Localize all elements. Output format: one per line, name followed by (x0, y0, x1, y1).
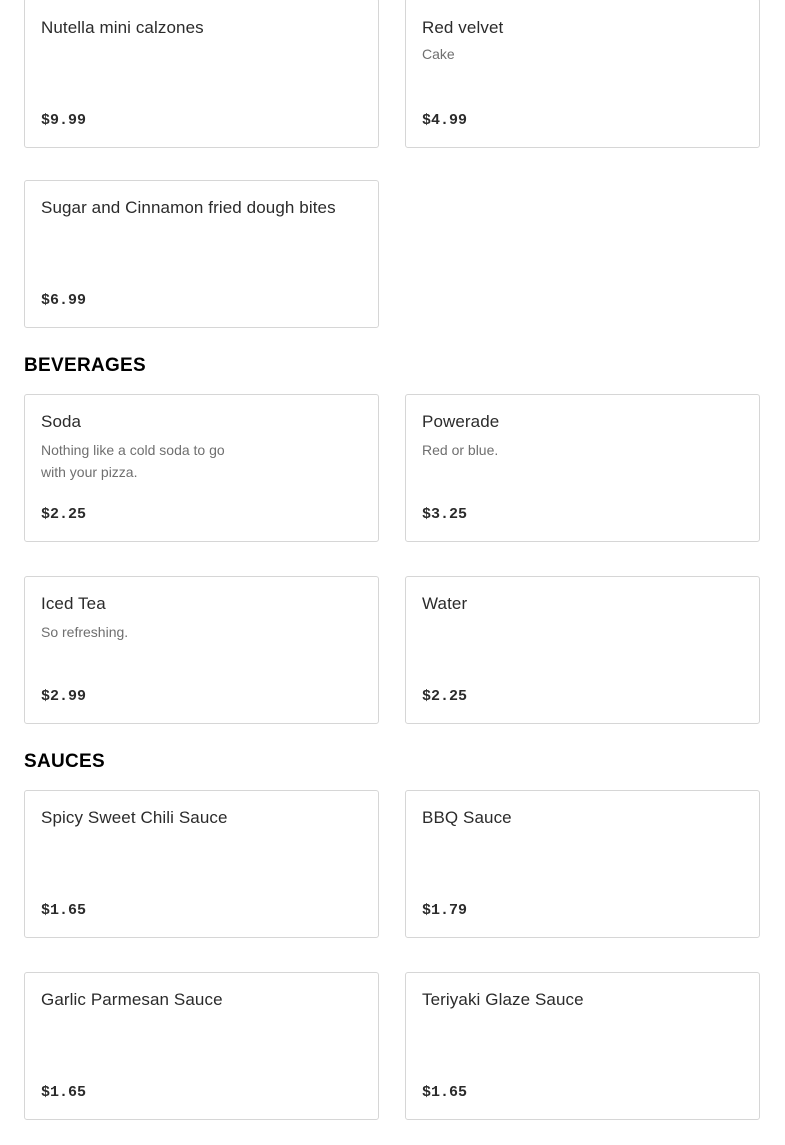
menu-item-name: Nutella mini calzones (41, 18, 204, 37)
menu-item-card[interactable] (24, 790, 379, 938)
menu-item-card[interactable] (405, 576, 760, 724)
menu-item-price: $2.25 (41, 506, 87, 523)
menu-item-price: $1.65 (41, 1084, 87, 1101)
menu-item-card[interactable] (24, 972, 379, 1120)
menu-item-description: Nothing like a cold soda to go with your pizza. (41, 442, 225, 480)
menu-item-name: Teriyaki Glaze Sauce (422, 990, 584, 1009)
menu-item-card[interactable] (24, 576, 379, 724)
menu-item-description: So refreshing. (41, 624, 129, 640)
menu-item-price: $1.79 (422, 902, 468, 919)
menu-item-price: $1.65 (41, 902, 87, 919)
menu-item-price: $9.99 (41, 112, 87, 129)
menu-item-name: Red velvet (422, 18, 504, 37)
menu-item-description: Cake (422, 46, 455, 62)
menu-item-price: $2.99 (41, 688, 87, 705)
menu-item-price: $1.65 (422, 1084, 468, 1101)
menu-item-name: Sugar and Cinnamon fried dough bites (41, 198, 336, 217)
menu-item-name: Water (422, 594, 468, 613)
menu-item-card[interactable] (405, 394, 760, 542)
section-heading-sauces: SAUCES (24, 751, 105, 772)
section-heading-beverages: BEVERAGES (24, 355, 147, 376)
menu-item-card[interactable] (24, 394, 379, 542)
menu-item-name: Powerade (422, 412, 500, 431)
menu-item-price: $4.99 (422, 112, 468, 129)
menu-item-name: Soda (41, 412, 82, 431)
menu-item-name: BBQ Sauce (422, 808, 512, 827)
menu-item-price: $6.99 (41, 292, 87, 309)
menu-item-price: $3.25 (422, 506, 468, 523)
menu-item-card[interactable] (405, 790, 760, 938)
menu-item-price: $2.25 (422, 688, 468, 705)
menu-item-card[interactable] (405, 0, 760, 148)
menu-item-name: Garlic Parmesan Sauce (41, 990, 223, 1009)
menu-item-name: Iced Tea (41, 594, 106, 613)
menu-item-description: Red or blue. (422, 442, 499, 458)
menu-item-card[interactable] (24, 180, 379, 328)
menu-item-card[interactable] (405, 972, 760, 1120)
menu-item-card[interactable] (24, 0, 379, 148)
menu-item-name: Spicy Sweet Chili Sauce (41, 808, 228, 827)
